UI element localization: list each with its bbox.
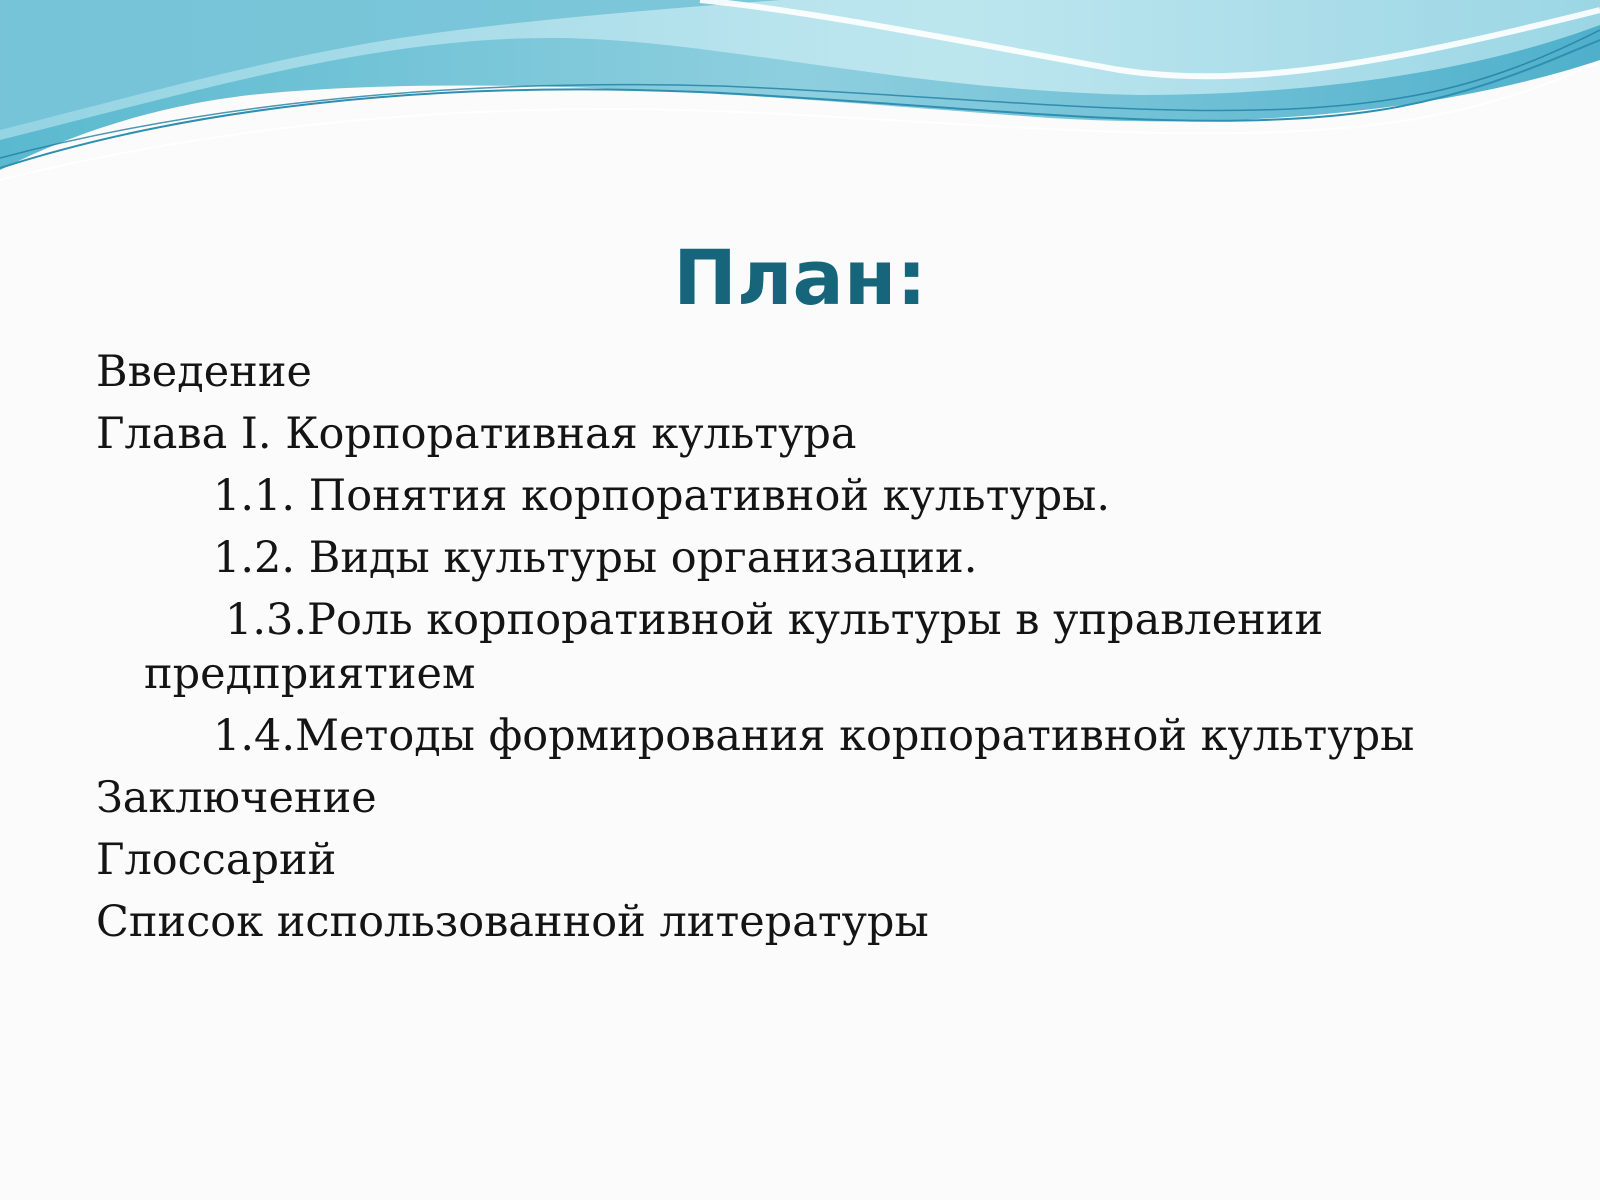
plan-item-introduction: Введение	[96, 347, 312, 397]
decorative-wave-header	[0, 0, 1600, 200]
plan-item-1-2: 1.2. Виды культуры организации.	[213, 533, 978, 583]
plan-item-chapter-1: Глава I. Корпоративная культура	[96, 409, 857, 459]
plan-item-1-3: 1.3.Роль корпоративной культуры в управлении предприятием	[144, 595, 1324, 699]
plan-item-1-4: 1.4.Методы формирования корпоративной культуры	[213, 711, 1415, 761]
slide-title: План:	[673, 233, 927, 322]
plan-item-1-1: 1.1. Понятия корпоративной культуры.	[213, 471, 1111, 521]
plan-item-glossary: Глоссарий	[96, 835, 337, 885]
plan-item-conclusion: Заключение	[96, 773, 377, 823]
plan-item-references: Список использованной литературы	[96, 897, 929, 947]
plan-list	[96, 345, 1536, 957]
